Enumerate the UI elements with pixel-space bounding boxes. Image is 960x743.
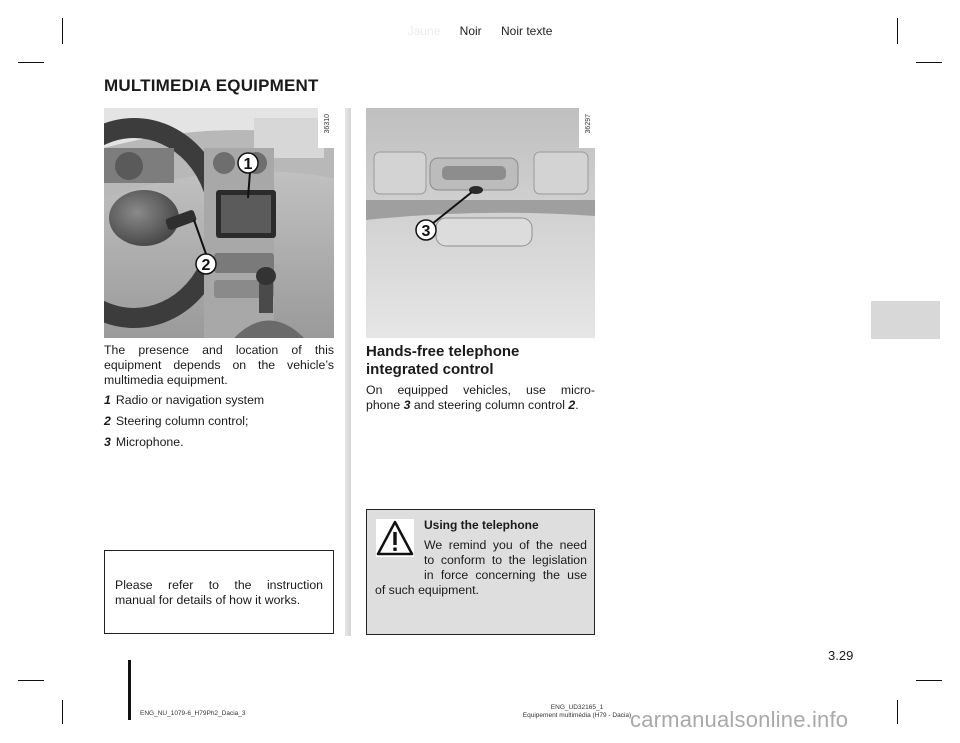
warning-icon (376, 519, 414, 557)
note-box (104, 550, 334, 634)
intro-line: The presence and location of this (104, 343, 334, 357)
list-text: Radio or navigation system (115, 393, 265, 407)
crop-mark (18, 680, 44, 681)
intro-paragraph (104, 343, 334, 388)
image-id-right: 36297 (585, 114, 592, 134)
note-line: Please refer to the instruction (115, 578, 323, 592)
footer-reference-left: ENG_NU_1079-6_H79Ph2_Dacia_3 (140, 710, 246, 717)
ref-number: 3 (403, 398, 411, 412)
list-number: 1 (104, 393, 111, 407)
column-divider (345, 108, 351, 636)
mark-jaune: Jaune (407, 24, 441, 38)
callout-3: 3 (421, 223, 431, 240)
microphone-illustration (366, 108, 595, 338)
warning-line: to conform to the legislation (424, 553, 587, 567)
mark-noir: Noir (459, 24, 482, 38)
list-item (104, 435, 184, 449)
warning-box (366, 509, 595, 635)
handsfree-line: phone 3 and steering column control 2. (366, 398, 579, 412)
image-id-left: 36310 (324, 114, 331, 134)
crop-mark (18, 62, 44, 63)
warning-line: of such equipment. (375, 583, 479, 597)
crop-mark (897, 700, 898, 724)
list-item (104, 393, 264, 407)
page-number: 3.29 (828, 648, 854, 663)
intro-line: multimedia equipment. (104, 373, 228, 387)
intro-line: equipment depends on the vehicle’s (104, 358, 334, 372)
footer-bar (128, 660, 131, 720)
heading-line: Hands-free telephone (366, 343, 520, 360)
crop-mark (916, 680, 942, 681)
list-text: Microphone. (115, 435, 184, 449)
handsfree-line: On equipped vehicles, use micro- (366, 383, 595, 397)
list-text: Steering column control; (115, 414, 249, 428)
list-number: 3 (104, 435, 111, 449)
crop-mark (916, 62, 942, 63)
print-color-marks (0, 24, 960, 38)
heading-line: integrated control (366, 361, 494, 378)
ref-number: 2 (568, 398, 576, 412)
warning-title: Using the telephone (424, 518, 539, 532)
callout-1: 1 (243, 156, 253, 173)
list-number: 2 (104, 414, 111, 428)
handsfree-paragraph (366, 383, 595, 413)
crop-mark (62, 700, 63, 724)
footer-reference-right: ENG_UD32165_1 Equipement multimédia (H79 - Dacia) (522, 704, 632, 719)
crop-mark (897, 18, 898, 44)
watermark: carmanualsonline.info (630, 707, 849, 732)
list-item (104, 414, 248, 428)
warning-line: We remind you of the need (424, 538, 587, 552)
callout-2: 2 (201, 257, 211, 274)
page-title: MULTIMEDIA EQUIPMENT (104, 76, 319, 95)
note-line: manual for details of how it works. (115, 593, 301, 607)
microphone-photo (366, 108, 595, 338)
warning-line: in force concerning the use (424, 568, 587, 582)
dashboard-illustration (104, 108, 334, 338)
handsfree-heading (366, 343, 519, 379)
chapter-tab (871, 301, 940, 339)
mark-noir-texte: Noir texte (501, 24, 553, 38)
dashboard-photo (104, 108, 334, 338)
crop-mark (62, 18, 63, 44)
